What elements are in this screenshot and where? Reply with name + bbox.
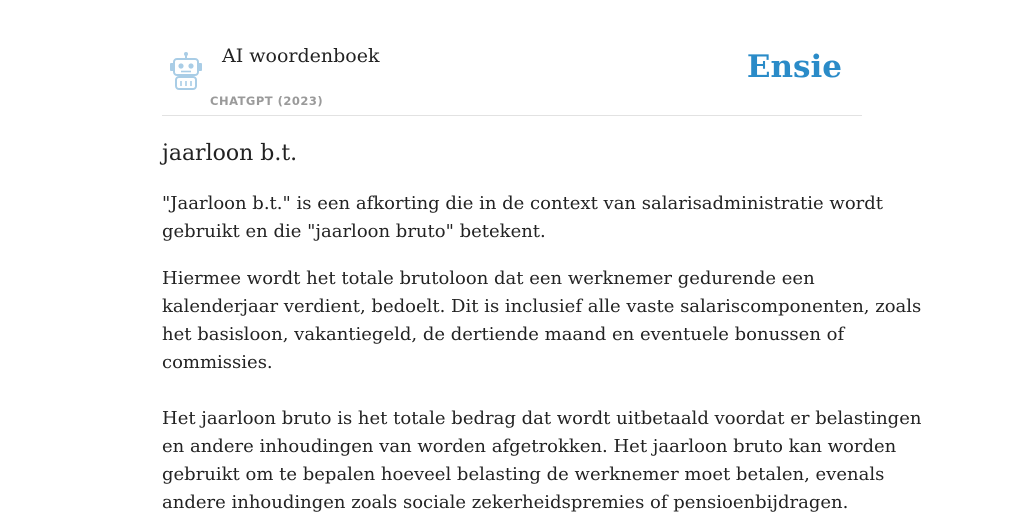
definition-line: "Jaarloon b.t." is een afkorting die in de context van salarisadministratie wordt xyxy=(162,193,884,214)
definition-paragraph xyxy=(162,265,922,377)
definition-line: gebruikt en die "jaarloon bruto" betekent. xyxy=(162,221,546,242)
source-title[interactable]: AI woordenboek xyxy=(222,45,380,67)
source-subtitle: CHATGPT (2023) xyxy=(210,94,324,108)
definition-line: Het jaarloon bruto is het totale bedrag dat wordt uitbetaald voordat er belastingen xyxy=(162,408,922,429)
robot-icon xyxy=(166,52,206,90)
definition-paragraph xyxy=(162,405,922,512)
definition-line: kalenderjaar verdient, bedoelt. Dit is inclusief alle vaste salariscomponenten, zoals xyxy=(162,296,922,317)
brand-logo-link[interactable]: Ensie xyxy=(746,49,842,85)
entry-term: jaarloon b.t. xyxy=(162,141,298,166)
definition-line: commissies. xyxy=(162,352,273,373)
entry-content xyxy=(162,138,922,512)
definition-paragraph xyxy=(162,190,884,246)
definition-line: gebruikt om te bepalen hoeveel belasting de werknemer moet betalen, evenals xyxy=(162,464,885,485)
definition-line: andere inhoudingen zoals sociale zekerheidspremies of pensioenbijdragen. xyxy=(162,492,849,512)
definition-line: en andere inhoudingen van worden afgetrokken. Het jaarloon bruto kan worden xyxy=(162,436,897,457)
source-header xyxy=(162,40,862,116)
definition-line: het basisloon, vakantiegeld, de dertiende maand en eventuele bonussen of xyxy=(162,324,845,345)
definition-line: Hiermee wordt het totale brutoloon dat een werknemer gedurende een xyxy=(162,268,815,289)
